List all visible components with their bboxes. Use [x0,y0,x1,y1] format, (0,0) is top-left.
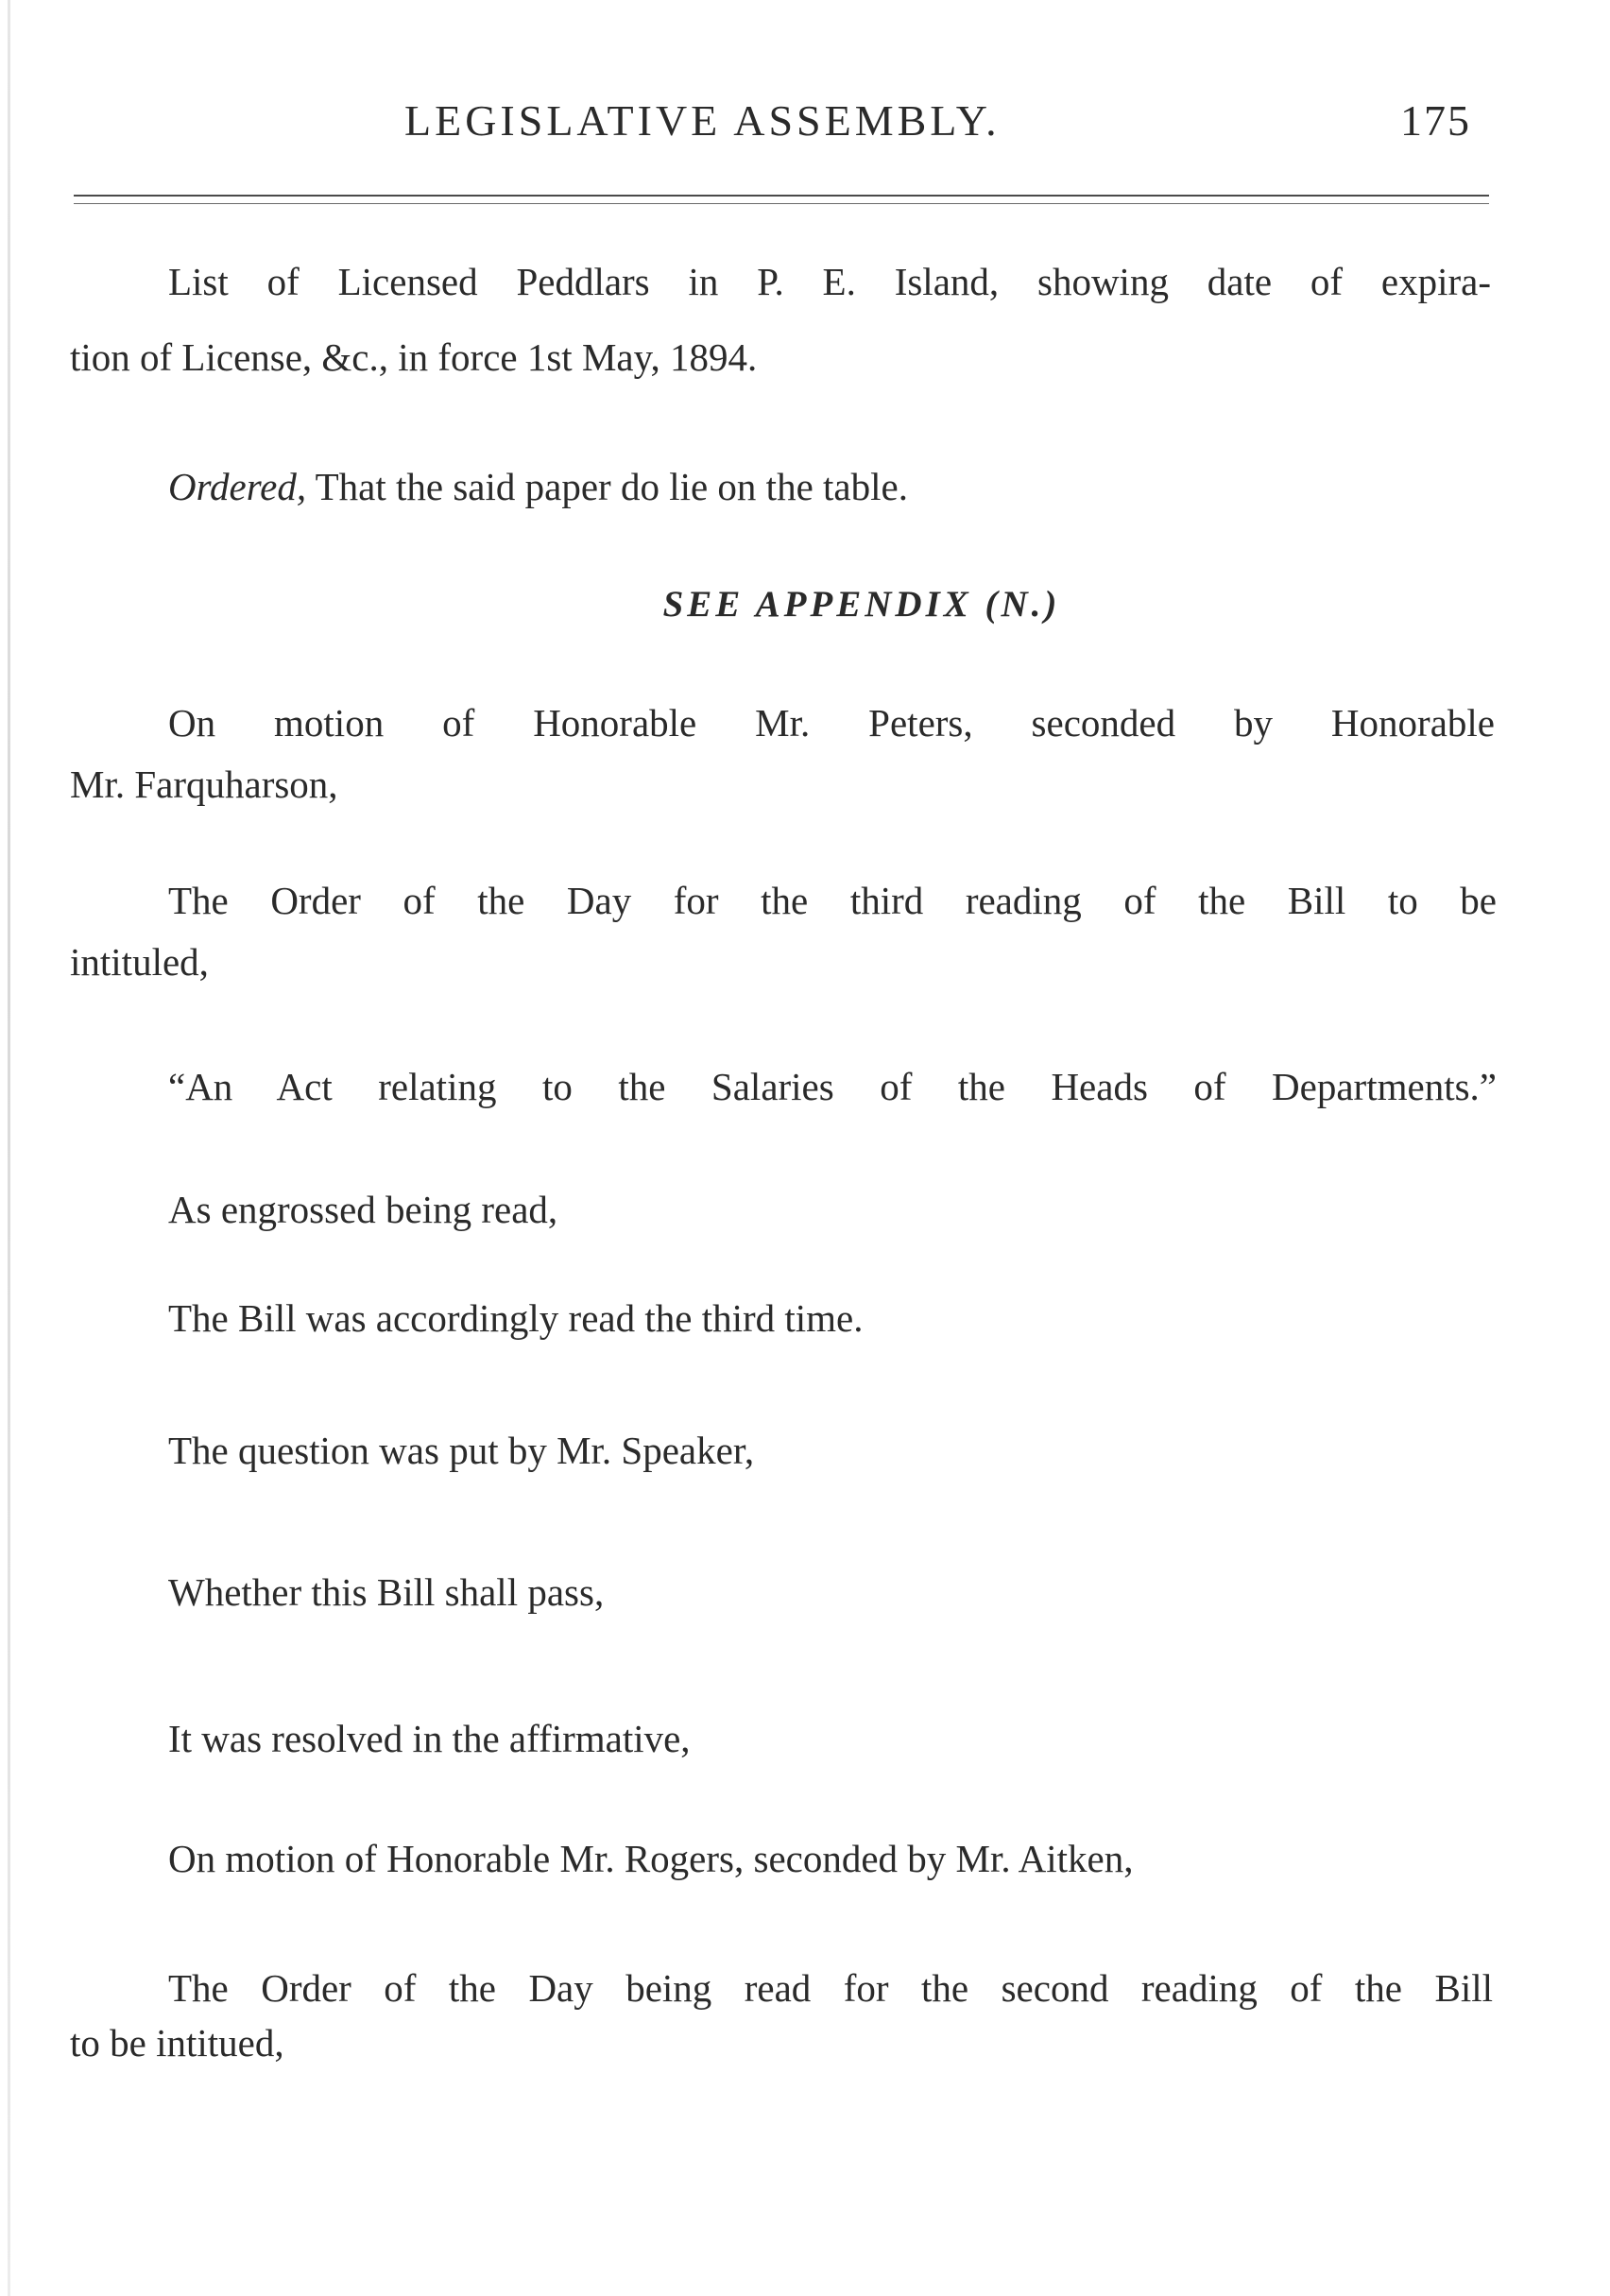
paragraph-line: tion of License, &c., in force 1st May, 1894. [70,335,758,379]
paragraph-line: to be intitued, [70,2021,284,2065]
paragraph-line: On motion of Honorable Mr. Rogers, seconded by Mr. Aitken, [168,1837,1134,1880]
paragraph-line: The Order of the Day being read for the second reading of the Bill [168,1966,1493,2010]
paragraph-line: It was resolved in the affirmative, [168,1717,691,1760]
page-number: 175 [1400,96,1471,145]
paragraph-line: List of Licensed Peddlars in P. E. Island, showing date of expira- [168,260,1491,303]
act-title: “An Act relating to the Salaries of the Heads of Departments.” [168,1065,1497,1108]
appendix-text: SEE APPENDIX (N.) [662,584,1061,625]
page-edge-shadow [8,0,10,2296]
header-rule-thick [74,195,1489,197]
running-header [0,93,1610,149]
paragraph-line: Whether this Bill shall pass, [168,1570,605,1614]
appendix-reference [0,567,1610,643]
paragraph-line: As engrossed being read, [168,1188,558,1231]
header-rule-thin [74,203,1489,204]
ordered-text: That the said paper do lie on the table. [306,465,908,508]
paragraph-line: Mr. Farquharson, [70,762,338,806]
paragraph-line: The Bill was accordingly read the third time. [168,1296,864,1340]
paragraph-line: On motion of Honorable Mr. Peters, seconded by Honorable [168,701,1495,745]
ordered-line [168,449,908,524]
ordered-word: Ordered, [168,465,307,508]
paragraph-line: intituled, [70,940,209,984]
paragraph-line: The question was put by Mr. Speaker, [168,1429,755,1472]
running-title: LEGISLATIVE ASSEMBLY. [404,96,1001,145]
paragraph-line: The Order of the Day for the third reading of the Bill to be [168,879,1497,922]
